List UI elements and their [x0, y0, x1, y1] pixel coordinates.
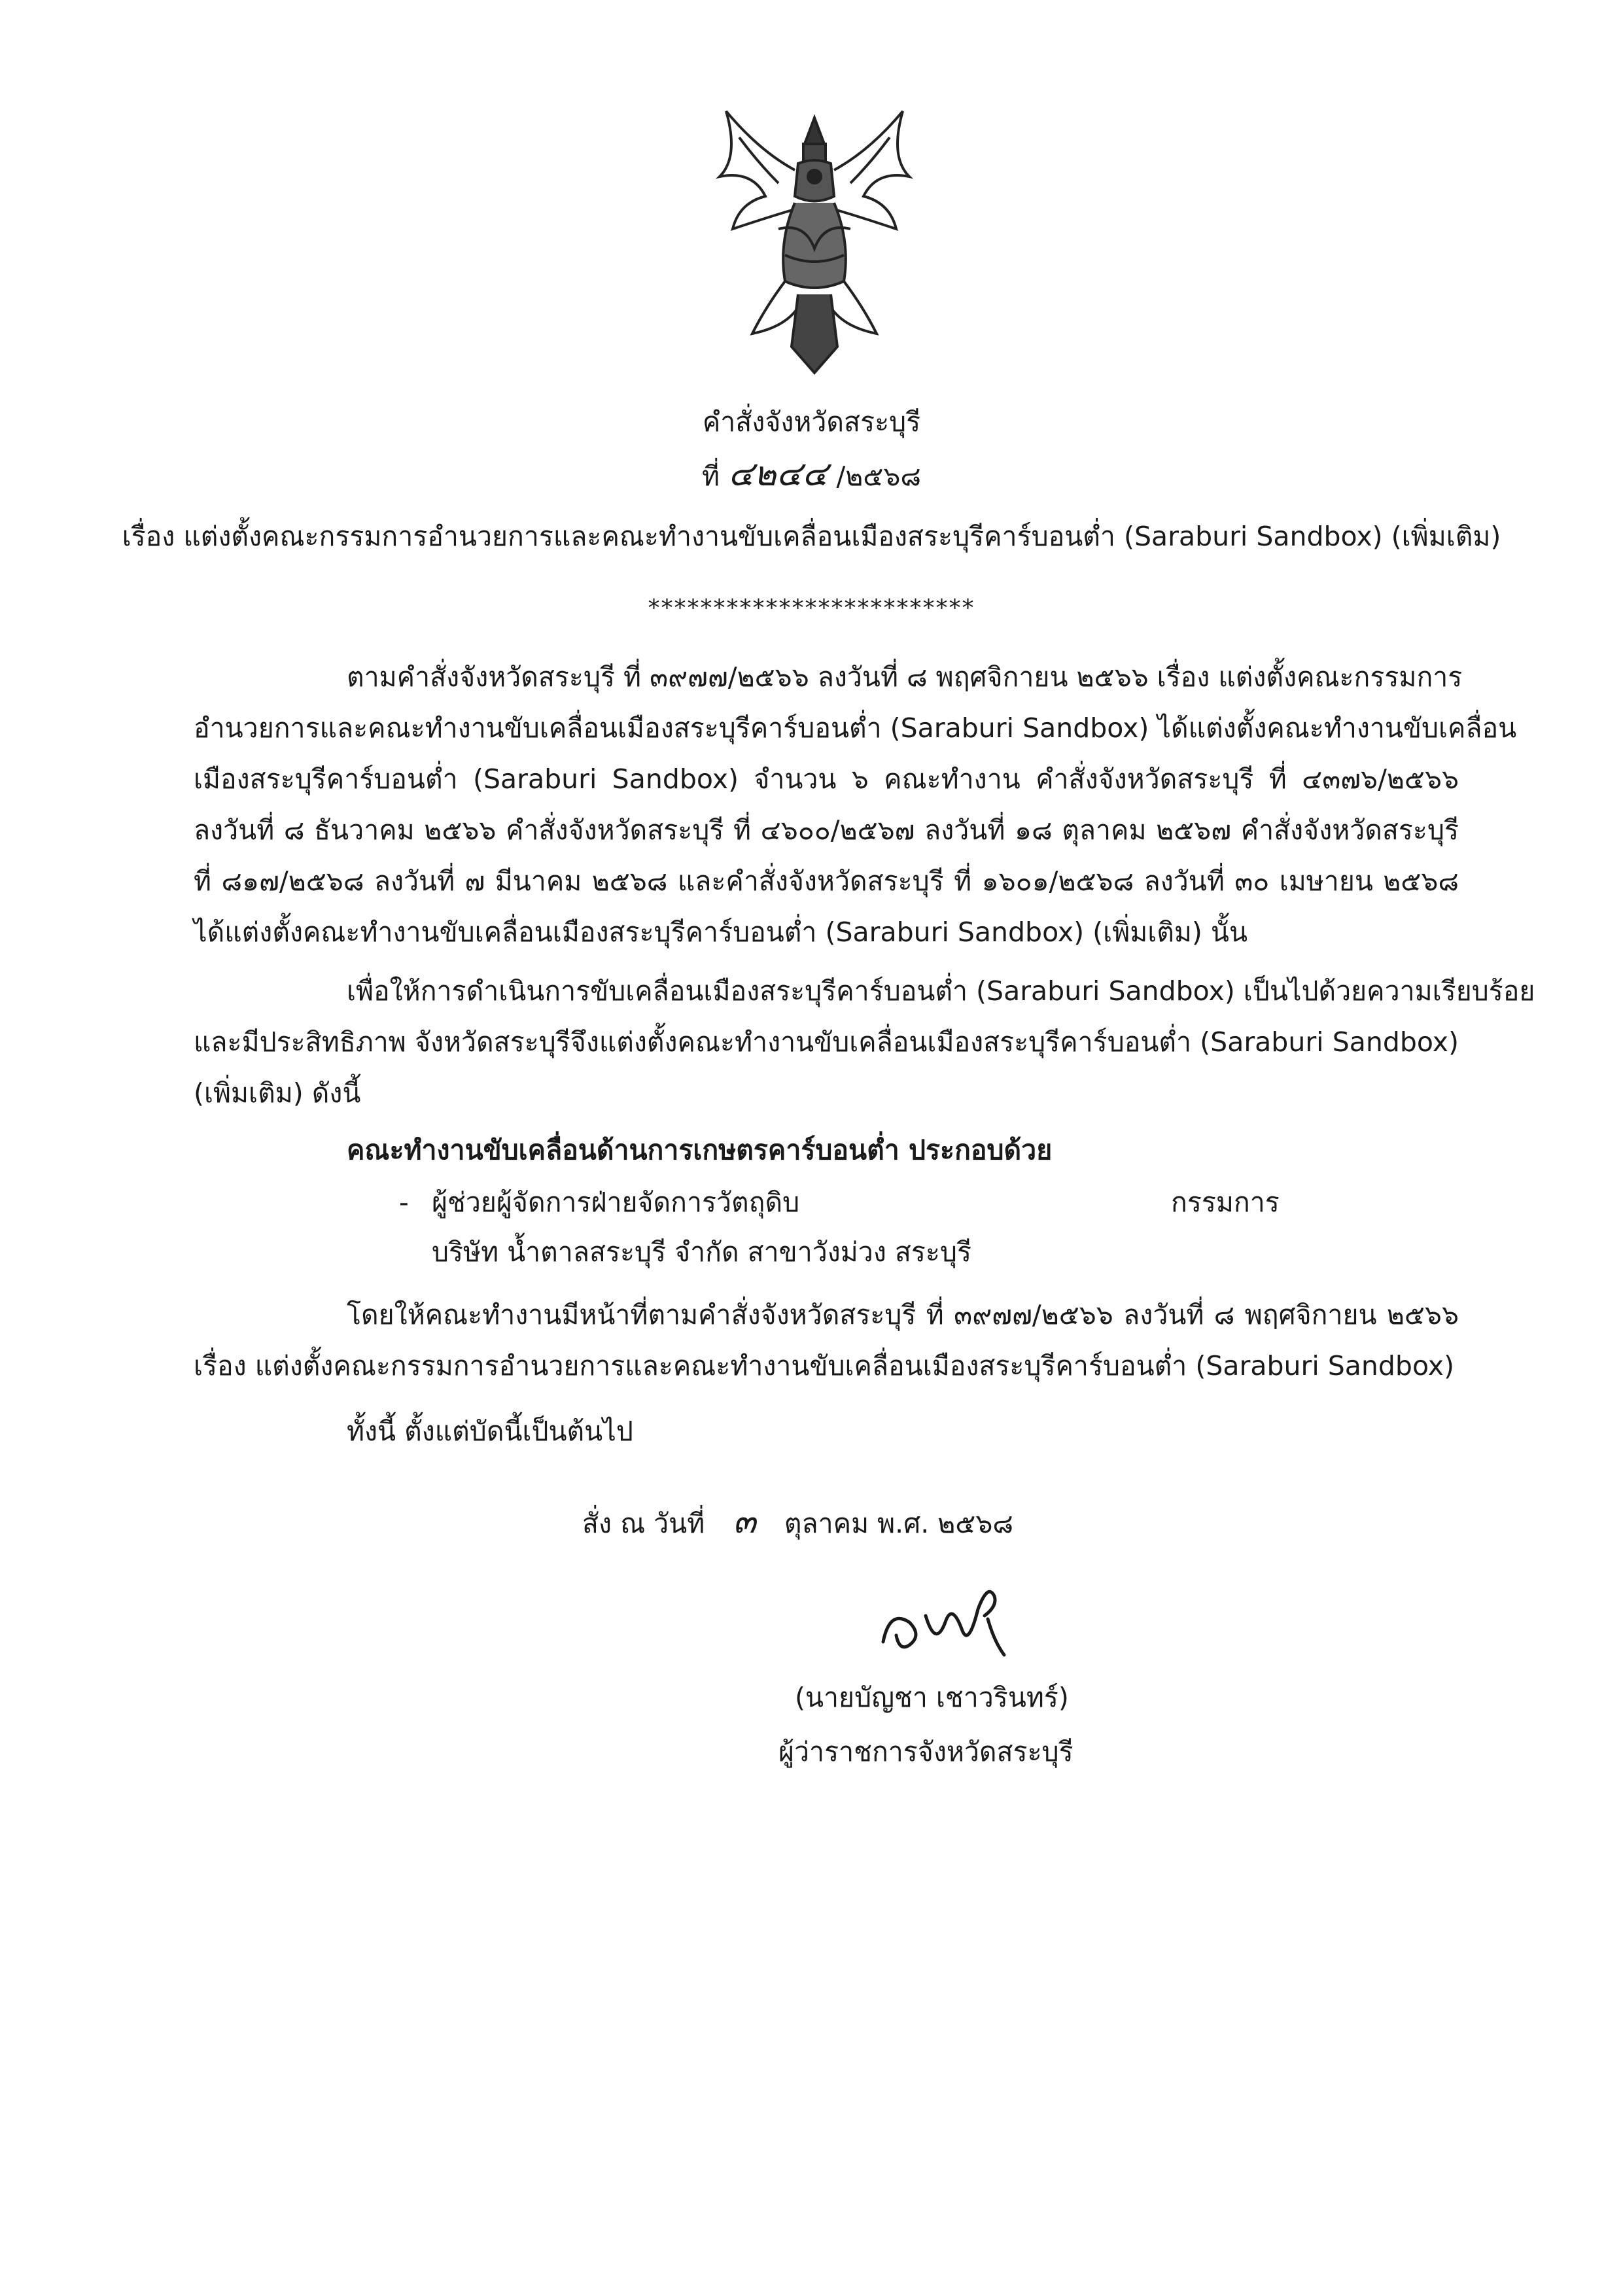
para1-line: ที่ ๘๑๗/๒๕๖๘ ลงวันที่ ๗ มีนาคม ๒๕๖๘ และคำสั่งจังหวัดสระบุรี ที่ ๑๖๐๑/๒๕๖๘ ลงวันที่ ๓๐ เมษายน ๒๕๖๘ [194, 865, 1459, 897]
order-number-handwritten: ๔๒๔๔ [728, 455, 828, 494]
para1-line: เมืองสระบุรีคาร์บอนต่ำ (Saraburi Sandbox) จำนวน ๖ คณะทำงาน คำสั่งจังหวัดสระบุรี ที่ ๔๓๗๖/๒๕๖๖ [194, 763, 1459, 795]
para1-line: ตามคำสั่งจังหวัดสระบุรี ที่ ๓๙๗๗/๒๕๖๖ ลงวันที่ ๘ พฤศจิกายน ๒๕๖๖ เรื่อง แต่งตั้งคณะกรรมการ [347, 661, 1463, 693]
para1-line: อำนวยการและคณะทำงานขับเคลื่อนเมืองสระบุรีคาร์บอนต่ำ (Saraburi Sandbox) ได้แต่งตั้งคณะทำงานขับเคลื่อน [194, 712, 1517, 744]
order-number [0, 455, 1623, 496]
order-number-prefix: ที่ [702, 461, 720, 492]
effective-statement: ทั้งนี้ ตั้งแต่บัดนี้เป็นต้นไป [347, 1416, 633, 1447]
signatory-name: (นายบัญชา เชาวรินทร์) [795, 1682, 1069, 1713]
order-subject: เรื่อง แต่งตั้งคณะกรรมการอำนวยการและคณะทำงานขับเคลื่อนเมืองสระบุรีคาร์บอนต่ำ (Saraburi Sandbox) (เพิ่มเติม) [122, 521, 1501, 552]
member-position: ผู้ช่วยผู้จัดการฝ่ายจัดการวัตถุดิบ [432, 1187, 800, 1218]
date-prefix: สั่ง ณ วันที่ [582, 1508, 705, 1539]
para2-line: (เพิ่มเติม) ดังนี้ [194, 1077, 361, 1109]
para1-line: ลงวันที่ ๘ ธันวาคม ๒๕๖๖ คำสั่งจังหวัดสระบุรี ที่ ๔๖๐๐/๒๕๖๗ ลงวันที่ ๑๘ ตุลาคม ๒๕๖๗ คำสั่งจังหวัดสระบุรี [194, 814, 1459, 846]
para3-line: เรื่อง แต่งตั้งคณะกรรมการอำนวยการและคณะทำงานขับเคลื่อนเมืองสระบุรีคาร์บอนต่ำ (Saraburi Sandbox) [194, 1350, 1455, 1382]
committee-heading: คณะทำงานขับเคลื่อนด้านการเกษตรคาร์บอนต่ำ ประกอบด้วย [347, 1134, 1053, 1166]
order-title: คำสั่งจังหวัดสระบุรี [702, 406, 921, 438]
divider-asterisks: ************************* [648, 595, 975, 621]
member-organization: บริษัท น้ำตาลสระบุรี จำกัด สาขาวังม่วง สระบุรี [432, 1236, 971, 1268]
signatory-position: ผู้ว่าราชการจังหวัดสระบุรี [778, 1736, 1073, 1767]
para1-line: ได้แต่งตั้งคณะทำงานขับเคลื่อนเมืองสระบุรีคาร์บอนต่ำ (Saraburi Sandbox) (เพิ่มเติม) นั้น [194, 916, 1248, 948]
para2-line: และมีประสิทธิภาพ จังหวัดสระบุรีจึงแต่งตั้งคณะทำงานขับเคลื่อนเมืองสระบุรีคาร์บอนต่ำ (Saraburi Sandbox) [194, 1026, 1459, 1058]
member-role: กรรมการ [1171, 1187, 1280, 1218]
date-day-handwritten: ๓ [733, 1502, 756, 1541]
member-dash: - [399, 1187, 409, 1218]
garuda-emblem-icon [700, 98, 929, 386]
para2-line: เพื่อให้การดำเนินการขับเคลื่อนเมืองสระบุรีคาร์บอนต่ำ (Saraburi Sandbox) เป็นไปด้วยความเรียบร้อย [347, 975, 1535, 1007]
order-date [582, 1502, 1013, 1543]
date-month-year: ตุลาคม พ.ศ. ๒๕๖๘ [784, 1508, 1013, 1539]
para3-line: โดยให้คณะทำงานมีหน้าที่ตามคำสั่งจังหวัดสระบุรี ที่ ๓๙๗๗/๒๕๖๖ ลงวันที่ ๘ พฤศจิกายน ๒๕๖๖ [347, 1299, 1459, 1331]
order-number-suffix: /๒๕๖๘ [836, 461, 921, 492]
handwritten-signature [864, 1570, 1034, 1668]
